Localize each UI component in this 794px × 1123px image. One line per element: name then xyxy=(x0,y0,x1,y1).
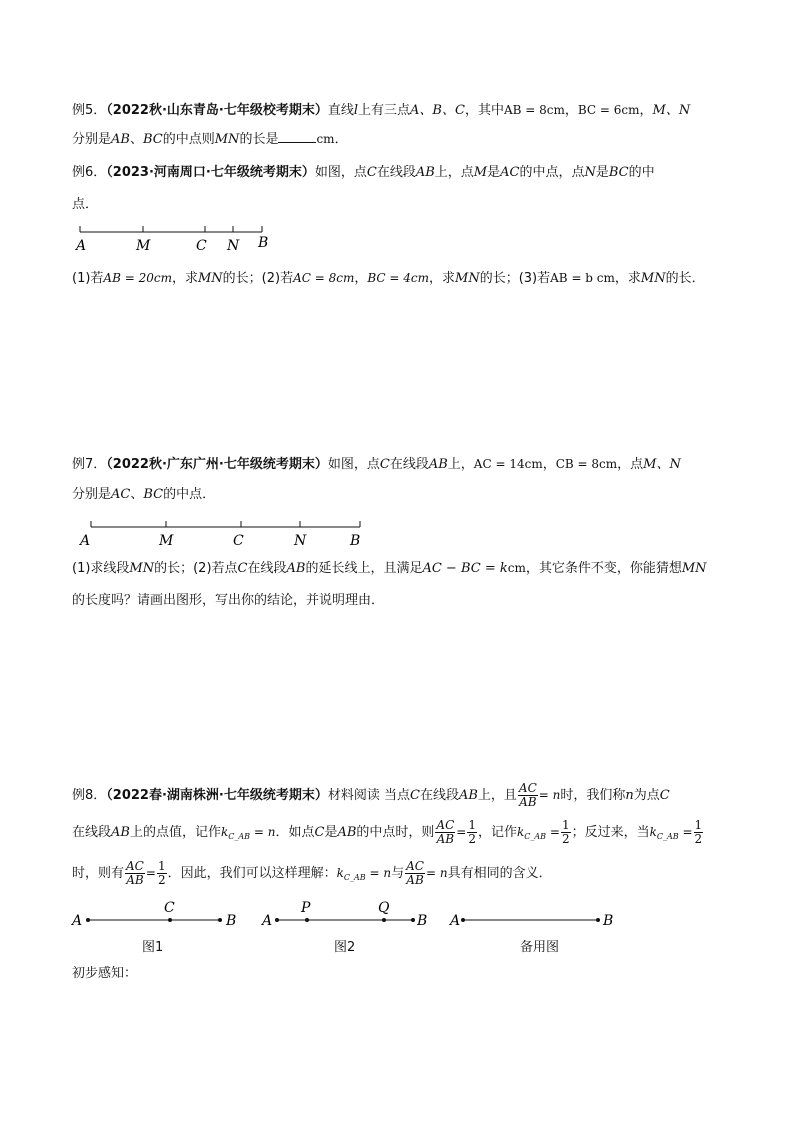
text: 分别是 xyxy=(72,132,112,147)
ex7-source: （2022秋·广东广州·七年级统考期末） xyxy=(106,457,328,472)
ex6-questions xyxy=(72,268,705,289)
math: AB xyxy=(111,825,130,840)
text: 的长；(3)若 xyxy=(479,271,551,286)
math: BC xyxy=(143,487,164,502)
fig1-label-c: C xyxy=(164,900,175,916)
text: 时，则有 xyxy=(72,866,125,881)
numerator: 1 xyxy=(694,818,703,832)
math: AC xyxy=(111,487,131,502)
fig1-label-a: A xyxy=(72,913,83,929)
text: 是 xyxy=(487,165,501,180)
text: ，记作 xyxy=(477,825,517,840)
label-n: N xyxy=(294,533,307,549)
fig3-label-a: A xyxy=(450,913,461,929)
text: ，其中 xyxy=(464,103,504,118)
subscript: C_AB xyxy=(343,873,366,882)
numerator: 1 xyxy=(468,818,476,832)
fig1-point-c xyxy=(168,918,172,922)
text: ；反过来，当 xyxy=(571,825,650,840)
fig1-label-b: B xyxy=(226,913,237,929)
label-c: C xyxy=(196,238,207,254)
text: k xyxy=(220,825,229,839)
math: MN xyxy=(214,132,240,147)
text: 的中点时，则 xyxy=(356,825,435,840)
text: ， xyxy=(639,103,653,118)
text: 的延长线上，且满足 xyxy=(305,561,423,576)
text: 在线段 xyxy=(247,561,287,576)
text: ， xyxy=(564,103,578,118)
ex7-question-line1 xyxy=(72,558,707,579)
text: 与 xyxy=(391,866,405,881)
math: M、N xyxy=(652,103,691,118)
ex7-segment-figure xyxy=(72,515,372,551)
text: ．如点 xyxy=(275,825,315,840)
math: = n xyxy=(538,788,561,802)
denominator: 2 xyxy=(561,832,570,846)
text: ，求 xyxy=(171,271,198,286)
ex8-line1 xyxy=(72,780,670,811)
text: 的中点则 xyxy=(162,132,215,147)
math: AB = 20cm xyxy=(103,271,172,285)
text: 、 xyxy=(129,132,143,147)
math: = n xyxy=(425,866,448,880)
text: ，点 xyxy=(617,457,644,472)
text: 的中 xyxy=(628,165,655,180)
text: 在线段 xyxy=(419,788,459,803)
ex8-line2: 在线段AB上的点值，记作$k_{C\_AB} = n$．如点C是AB的中点时，则 $\frac{AC}{AB}$ = $\frac{1}{2}$ ，记作$k_{C\_AB}$ = $\frac{1}{2}$ ；反过来，当$k_{C\_AB}$ = $\frac{1}{2}$ xyxy=(72,818,703,846)
ex7-line2 xyxy=(72,485,215,505)
text: 分别是 xyxy=(72,487,112,502)
text: 的长；(2)若 xyxy=(222,271,294,286)
subscript: C_AB xyxy=(228,832,251,841)
text: 是 xyxy=(324,825,338,840)
ex6-segment-figure xyxy=(72,220,282,256)
ex5-label: 例5． xyxy=(72,103,107,118)
ex5-line1 xyxy=(72,100,690,121)
text: 直线 xyxy=(327,103,354,118)
numerator: 1 xyxy=(561,818,570,832)
math: BC = 6cm xyxy=(577,103,640,117)
text: 材料阅读 当点 xyxy=(327,788,410,803)
text: ，其它条件不变，你能猜想 xyxy=(525,561,682,576)
label-a: A xyxy=(80,533,91,549)
ex8-label: 例8． xyxy=(72,788,107,803)
text: 的长是 xyxy=(239,132,279,147)
text: 为点 xyxy=(633,788,660,803)
text: 上，且 xyxy=(477,788,517,803)
fig2-point-q xyxy=(382,918,386,922)
fig2-point-p xyxy=(305,918,309,922)
label-c: C xyxy=(233,533,244,549)
fig2-caption: 图2 xyxy=(334,940,356,955)
label-m: M xyxy=(136,238,151,254)
label-a: A xyxy=(76,238,87,254)
fig2-label-q: Q xyxy=(378,900,390,916)
math: C xyxy=(237,561,248,576)
math: BC xyxy=(142,132,163,147)
math: AB xyxy=(428,457,448,472)
math: C xyxy=(409,788,420,803)
text: 在线段 xyxy=(376,165,416,180)
text: k xyxy=(517,825,525,839)
fig1-point-b xyxy=(218,918,222,922)
text: ，求 xyxy=(429,271,456,286)
numerator: AC xyxy=(126,859,144,873)
text: 的长；(2)若点 xyxy=(154,561,238,576)
text: 上，点 xyxy=(434,165,474,180)
math: AB xyxy=(337,825,357,840)
ex6-source: （2023·河南周口·七年级统考期末） xyxy=(106,165,315,180)
text: 上有三点 xyxy=(358,103,411,118)
subscript: C_AB xyxy=(656,832,679,841)
ex8-figures xyxy=(70,898,630,932)
label-n: N xyxy=(227,238,240,254)
math: MN xyxy=(681,561,707,576)
numerator: AC xyxy=(406,859,424,873)
text: 的长． xyxy=(665,271,705,286)
ex7-question-line2: 的长度吗？请画出图形，写出你的结论，并说明理由． xyxy=(72,593,385,608)
math: A、B、C xyxy=(410,103,465,118)
ex8-tail: 初步感知： xyxy=(72,966,138,981)
math: l xyxy=(353,103,359,118)
text: ， xyxy=(354,271,368,286)
text: ． xyxy=(334,132,348,147)
fig3-label-b: B xyxy=(603,913,614,929)
text: 在线段 xyxy=(72,825,112,840)
text: k xyxy=(649,825,657,839)
fraction xyxy=(518,782,538,809)
text: (1)求线段 xyxy=(72,561,130,576)
math: AC = 14cm xyxy=(473,457,543,471)
text: 如图，点 xyxy=(314,165,367,180)
math: CB = 8cm xyxy=(555,457,618,471)
math: M、N xyxy=(643,457,681,472)
math: AC − BC = k xyxy=(422,561,508,576)
fraction-half xyxy=(561,819,571,846)
fig3-caption: 备用图 xyxy=(520,940,560,955)
math: MN xyxy=(640,271,666,286)
numerator: AC xyxy=(436,818,455,832)
math: C xyxy=(379,457,390,472)
math: BC = 4cm xyxy=(367,271,430,285)
math: AB xyxy=(458,788,478,803)
text: ， xyxy=(542,457,556,472)
fraction xyxy=(125,860,145,887)
math: MN xyxy=(197,271,223,286)
math: C xyxy=(314,825,325,840)
text: = n xyxy=(250,825,276,839)
text: 在线段 xyxy=(389,457,429,472)
fraction-half xyxy=(694,819,704,846)
fig2-label-p: P xyxy=(301,900,311,916)
text: ．因此，我们可以这样理解： xyxy=(167,866,337,881)
denominator: AB xyxy=(436,832,455,846)
ex7-line1 xyxy=(72,454,681,475)
denominator: AB xyxy=(126,873,144,887)
k-notation xyxy=(221,825,275,839)
math: M xyxy=(473,165,488,180)
math: C xyxy=(366,165,377,180)
label-b: B xyxy=(350,533,361,549)
text: 时，我们称 xyxy=(560,788,626,803)
text: (1)若 xyxy=(72,271,104,286)
fraction xyxy=(435,819,455,846)
text: 具有相同的含义． xyxy=(447,866,552,881)
text: 、 xyxy=(130,487,144,502)
fig2-label-b: B xyxy=(417,913,428,929)
math: AC xyxy=(500,165,520,180)
math: AB xyxy=(286,561,306,576)
math: AB xyxy=(111,132,130,147)
unit: cm xyxy=(316,132,335,146)
fig1-caption: 图1 xyxy=(142,940,164,955)
math: N xyxy=(584,165,596,180)
fig3-point-b xyxy=(596,918,600,922)
text: 如图，点 xyxy=(327,457,380,472)
denominator: 2 xyxy=(694,832,703,846)
denominator: AB xyxy=(406,873,424,887)
math: C xyxy=(659,788,670,803)
fraction-half xyxy=(157,860,167,887)
fig2-point-b xyxy=(411,918,415,922)
text: 的中点． xyxy=(163,487,216,502)
answer-blank xyxy=(278,130,316,143)
denominator: 2 xyxy=(468,832,476,846)
math: AB xyxy=(415,165,435,180)
label-b: B xyxy=(258,235,269,251)
subscript: C_AB xyxy=(524,832,547,841)
fig2-label-a: A xyxy=(262,913,273,929)
text: 上， xyxy=(447,457,474,472)
math: n xyxy=(625,788,634,803)
text: 是 xyxy=(595,165,609,180)
ex6-line1 xyxy=(72,163,655,183)
fig1-point-a xyxy=(86,918,90,922)
text: k xyxy=(336,866,344,880)
ex7-label: 例7． xyxy=(72,457,107,472)
text: 上的点值，记作 xyxy=(129,825,221,840)
math: BC xyxy=(608,165,629,180)
ex6-line2: 点． xyxy=(72,197,99,212)
unit: cm xyxy=(507,561,526,575)
math: AB = 8cm xyxy=(503,103,565,117)
fraction-half xyxy=(467,819,477,846)
numerator: 1 xyxy=(157,859,166,873)
ex5-line2 xyxy=(72,129,348,150)
text: = n xyxy=(365,866,392,880)
text: ，求 xyxy=(614,271,641,286)
numerator: AC xyxy=(518,781,537,795)
math: MN xyxy=(455,271,480,286)
math: AC = 8cm xyxy=(293,271,355,285)
fig3-point-a xyxy=(461,918,465,922)
denominator: AB xyxy=(519,795,537,809)
denominator: 2 xyxy=(157,873,166,887)
ex8-source: （2022春·湖南株洲·七年级统考期末） xyxy=(106,788,328,803)
math: AB = b cm xyxy=(550,271,615,285)
ex8-line3: 时，则有 $\frac{AC}{AB}$ = $\frac{1}{2}$ ．因此，我们可以这样理解：$k_{C\_AB} = n$与 $\frac{AC}{AB}$ = n具有相同的含义． xyxy=(72,859,552,887)
ex6-label: 例6． xyxy=(72,165,107,180)
math: MN xyxy=(129,561,155,576)
label-m: M xyxy=(159,533,174,549)
ex5-source: （2022秋·山东青岛·七年级校考期末） xyxy=(106,103,328,118)
text: 的中点，点 xyxy=(519,165,585,180)
fraction xyxy=(405,860,425,887)
fig2-point-a xyxy=(275,918,279,922)
